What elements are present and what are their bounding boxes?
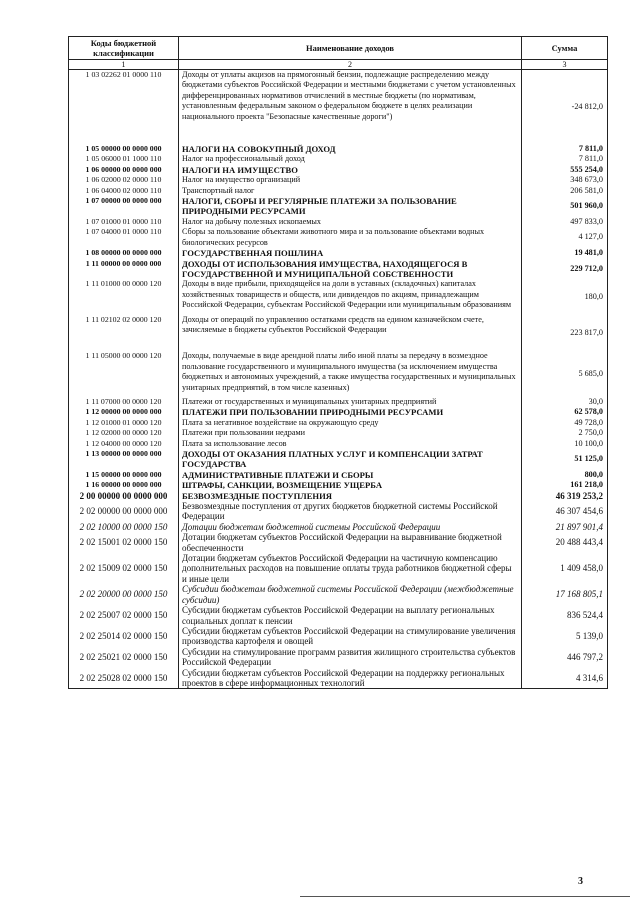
name-cell: Дотации бюджетам субъектов Российской Федерации на выравнивание бюджетной обеспеченности <box>179 532 522 553</box>
code-cell: 1 06 02000 02 0000 110 <box>69 175 179 185</box>
table-row <box>69 165 608 175</box>
header-name: Наименование доходов <box>179 37 522 60</box>
code-cell: 1 03 02262 01 0000 110 <box>69 70 179 145</box>
amount-cell: 501 960,0 <box>522 196 608 217</box>
amount-cell: 4 314,6 <box>522 668 608 689</box>
amount-cell: 49 728,0 <box>522 418 608 428</box>
code-cell: 2 00 00000 00 0000 000 <box>69 491 179 501</box>
name-cell: Налог на профессиональный доход <box>179 154 522 164</box>
code-cell: 1 12 02000 00 0000 120 <box>69 428 179 438</box>
code-cell: 1 06 00000 00 0000 000 <box>69 165 179 175</box>
code-cell: 1 11 00000 00 0000 000 <box>69 259 179 280</box>
footer-divider <box>300 896 630 897</box>
table-row <box>69 397 608 407</box>
code-cell: 2 02 25028 02 0000 150 <box>69 668 179 689</box>
code-cell: 1 15 00000 00 0000 000 <box>69 470 179 480</box>
amount-cell: 7 811,0 <box>522 154 608 164</box>
code-cell: 1 07 04000 01 0000 110 <box>69 227 179 248</box>
amount-cell: 1 409 458,0 <box>522 553 608 584</box>
name-cell: ШТРАФЫ, САНКЦИИ, ВОЗМЕЩЕНИЕ УЩЕРБА <box>179 480 522 490</box>
table-row <box>69 217 608 227</box>
amount-cell: 446 797,2 <box>522 647 608 668</box>
code-cell: 2 02 20000 00 0000 150 <box>69 584 179 605</box>
table-row <box>69 279 608 314</box>
name-cell: Сборы за пользование объектами животного мира и за пользование объектами водных биологических ресурсов <box>179 227 522 248</box>
code-cell: 2 02 10000 00 0000 150 <box>69 522 179 532</box>
table-row <box>69 315 608 352</box>
code-cell: 1 16 00000 00 0000 000 <box>69 480 179 490</box>
name-cell: АДМИНИСТРАТИВНЫЕ ПЛАТЕЖИ И СБОРЫ <box>179 470 522 480</box>
amount-cell: 17 168 805,1 <box>522 584 608 605</box>
code-cell: 1 11 05000 00 0000 120 <box>69 351 179 397</box>
amount-cell: 51 125,0 <box>522 449 608 470</box>
table-row <box>69 668 608 689</box>
table-row <box>69 428 608 438</box>
table-row <box>69 248 608 258</box>
amount-cell: 10 100,0 <box>522 439 608 449</box>
name-cell: Платежи от государственных и муниципальных унитарных предприятий <box>179 397 522 407</box>
page-number: 3 <box>578 876 583 887</box>
name-cell: Плата за использование лесов <box>179 439 522 449</box>
table-row <box>69 407 608 417</box>
name-cell: Субсидии бюджетам субъектов Российской Федерации на поддержку региональных проектов в сфере информационных технологий <box>179 668 522 689</box>
code-cell: 1 11 01000 00 0000 120 <box>69 279 179 314</box>
column-number-row <box>69 60 608 70</box>
table-row <box>69 70 608 145</box>
table-row <box>69 501 608 522</box>
table-row <box>69 227 608 248</box>
name-cell: БЕЗВОЗМЕЗДНЫЕ ПОСТУПЛЕНИЯ <box>179 491 522 501</box>
code-cell: 1 05 00000 00 0000 000 <box>69 144 179 154</box>
name-cell: Дотации бюджетам субъектов Российской Федерации на частичную компенсацию дополнительных расходов на повышение оплаты труда работников бюджетной сферы и иные цели <box>179 553 522 584</box>
code-cell: 2 02 15001 02 0000 150 <box>69 532 179 553</box>
table-row <box>69 259 608 280</box>
amount-cell: 30,0 <box>522 397 608 407</box>
code-cell: 2 02 00000 00 0000 000 <box>69 501 179 522</box>
table-row <box>69 491 608 501</box>
table-row <box>69 186 608 196</box>
amount-cell: 5 685,0 <box>522 351 608 397</box>
amount-cell: 223 817,0 <box>522 315 608 352</box>
name-cell: Транспортный налог <box>179 186 522 196</box>
table-row <box>69 196 608 217</box>
table-row <box>69 144 608 154</box>
code-cell: 1 12 01000 01 0000 120 <box>69 418 179 428</box>
name-cell: ПЛАТЕЖИ ПРИ ПОЛЬЗОВАНИИ ПРИРОДНЫМИ РЕСУРСАМИ <box>179 407 522 417</box>
table-row <box>69 522 608 532</box>
amount-cell: 5 139,0 <box>522 626 608 647</box>
name-cell: Субсидии бюджетам бюджетной системы Российской Федерации (межбюджетные субсидии) <box>179 584 522 605</box>
amount-cell: 497 833,0 <box>522 217 608 227</box>
code-cell: 1 11 02102 02 0000 120 <box>69 315 179 352</box>
name-cell: ГОСУДАРСТВЕННАЯ ПОШЛИНА <box>179 248 522 258</box>
amount-cell: -24 812,0 <box>522 70 608 145</box>
table-row <box>69 532 608 553</box>
name-cell: НАЛОГИ, СБОРЫ И РЕГУЛЯРНЫЕ ПЛАТЕЖИ ЗА ПОЛЬЗОВАНИЕ ПРИРОДНЫМИ РЕСУРСАМИ <box>179 196 522 217</box>
amount-cell: 20 488 443,4 <box>522 532 608 553</box>
amount-cell: 161 218,0 <box>522 480 608 490</box>
code-cell: 1 08 00000 00 0000 000 <box>69 248 179 258</box>
table-row <box>69 647 608 668</box>
code-cell: 2 02 25014 02 0000 150 <box>69 626 179 647</box>
name-cell: Безвозмездные поступления от других бюджетов бюджетной системы Российской Федерации <box>179 501 522 522</box>
name-cell: НАЛОГИ НА ИМУЩЕСТВО <box>179 165 522 175</box>
table-row <box>69 351 608 397</box>
header-amount: Сумма <box>522 37 608 60</box>
name-cell: Плата за негативное воздействие на окружающую среду <box>179 418 522 428</box>
table-row <box>69 418 608 428</box>
amount-cell: 229 712,0 <box>522 259 608 280</box>
table-row <box>69 470 608 480</box>
name-cell: Доходы в виде прибыли, приходящейся на доли в уставных (складочных) капиталах хозяйственных товариществ и обществ, или дивидендов по акциям, принадлежащим Российской Федерации, субъектам Российской Федерации или муниципальным образованиям <box>179 279 522 314</box>
table-row <box>69 553 608 584</box>
amount-cell: 46 319 253,2 <box>522 491 608 501</box>
table-row <box>69 480 608 490</box>
name-cell: Налог на имущество организаций <box>179 175 522 185</box>
code-cell: 1 07 01000 01 0000 110 <box>69 217 179 227</box>
name-cell: Дотации бюджетам бюджетной системы Российской Федерации <box>179 522 522 532</box>
table-row <box>69 449 608 470</box>
name-cell: Налог на добычу полезных ископаемых <box>179 217 522 227</box>
table-row <box>69 154 608 164</box>
name-cell: Платежи при пользовании недрами <box>179 428 522 438</box>
code-cell: 2 02 25007 02 0000 150 <box>69 605 179 626</box>
code-cell: 1 12 04000 00 0000 120 <box>69 439 179 449</box>
code-cell: 1 05 06000 01 1000 110 <box>69 154 179 164</box>
code-cell: 1 13 00000 00 0000 000 <box>69 449 179 470</box>
budget-revenue-table-sheet <box>68 36 607 689</box>
table-row <box>69 439 608 449</box>
code-cell: 2 02 25021 02 0000 150 <box>69 647 179 668</box>
revenue-table <box>68 36 608 689</box>
name-cell: НАЛОГИ НА СОВОКУПНЫЙ ДОХОД <box>179 144 522 154</box>
column-number: 2 <box>179 60 522 70</box>
name-cell: ДОХОДЫ ОТ ИСПОЛЬЗОВАНИЯ ИМУЩЕСТВА, НАХОДЯЩЕГОСЯ В ГОСУДАРСТВЕННОЙ И МУНИЦИПАЛЬНОЙ СОБСТВЕННОСТИ <box>179 259 522 280</box>
name-cell: Доходы от операций по управлению остатками средств на едином казначейском счете, зачисляемые в бюджеты субъектов Российской Федерации <box>179 315 522 352</box>
name-cell: ДОХОДЫ ОТ ОКАЗАНИЯ ПЛАТНЫХ УСЛУГ И КОМПЕНСАЦИИ ЗАТРАТ ГОСУДАРСТВА <box>179 449 522 470</box>
table-row <box>69 175 608 185</box>
header-row <box>69 37 608 60</box>
column-number: 1 <box>69 60 179 70</box>
code-cell: 2 02 15009 02 0000 150 <box>69 553 179 584</box>
amount-cell: 19 481,0 <box>522 248 608 258</box>
header-code: Коды бюджетной классификации <box>69 37 179 60</box>
amount-cell: 348 673,0 <box>522 175 608 185</box>
amount-cell: 46 307 454,6 <box>522 501 608 522</box>
amount-cell: 206 581,0 <box>522 186 608 196</box>
name-cell: Субсидии на стимулирование программ развития жилищного строительства субъектов Российской Федерации <box>179 647 522 668</box>
code-cell: 1 07 00000 00 0000 000 <box>69 196 179 217</box>
table-row <box>69 584 608 605</box>
code-cell: 1 11 07000 00 0000 120 <box>69 397 179 407</box>
column-number: 3 <box>522 60 608 70</box>
name-cell: Доходы от уплаты акцизов на прямогонный бензин, подлежащие распределению между бюджетами субъектов Российской Федерации и местными бюджетами с учетом установленных дифференцированных нормативов отчислений в местные бюджеты (по нормативам, установленным федеральным законом о федеральном бюджете в целях реализации национального проекта "Безопасные качественные дороги") <box>179 70 522 145</box>
amount-cell: 4 127,0 <box>522 227 608 248</box>
amount-cell: 2 750,0 <box>522 428 608 438</box>
code-cell: 1 12 00000 00 0000 000 <box>69 407 179 417</box>
amount-cell: 836 524,4 <box>522 605 608 626</box>
table-row <box>69 626 608 647</box>
name-cell: Доходы, получаемые в виде арендной платы либо иной платы за передачу в возмездное пользование государственного и муниципального имущества (за исключением имущества бюджетных и автономных учреждений, а также имущества государственных и муниципальных унитарных предприятий, в том числе казенных) <box>179 351 522 397</box>
code-cell: 1 06 04000 02 0000 110 <box>69 186 179 196</box>
amount-cell: 62 578,0 <box>522 407 608 417</box>
amount-cell: 7 811,0 <box>522 144 608 154</box>
amount-cell: 555 254,0 <box>522 165 608 175</box>
amount-cell: 800,0 <box>522 470 608 480</box>
amount-cell: 21 897 901,4 <box>522 522 608 532</box>
name-cell: Субсидии бюджетам субъектов Российской Федерации на выплату региональных социальных доплат к пенсии <box>179 605 522 626</box>
amount-cell: 180,0 <box>522 279 608 314</box>
name-cell: Субсидии бюджетам субъектов Российской Федерации на стимулирование увеличения производства картофеля и овощей <box>179 626 522 647</box>
table-row <box>69 605 608 626</box>
